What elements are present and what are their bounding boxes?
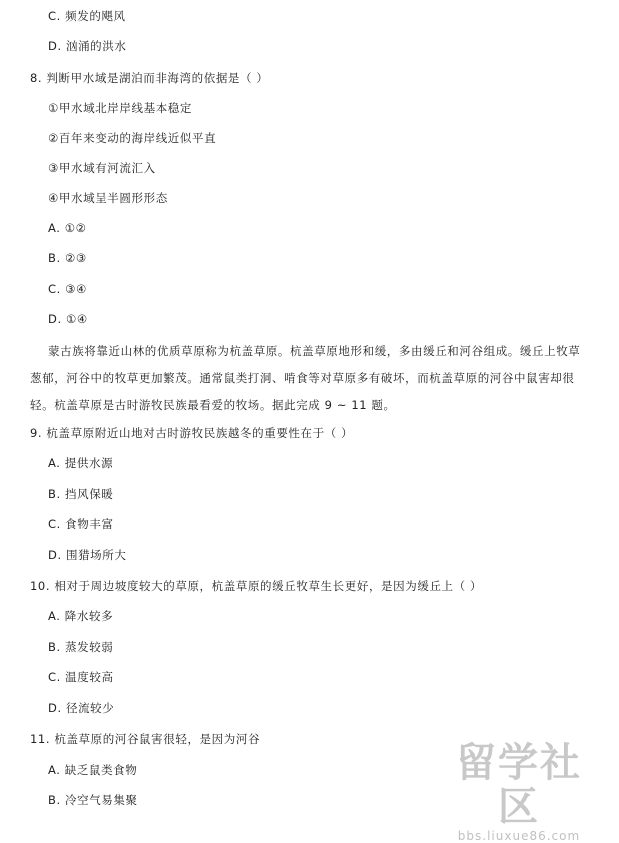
option-a-q8: A. ①② <box>48 221 87 235</box>
option-b-q11: B. 冷空气易集聚 <box>48 793 138 807</box>
reading-passage: 蒙古族将靠近山林的优质草原称为杭盖草原。杭盖草原地形和缓，多由缓丘和河谷组成。缓丘上牧草葱郁，河谷中的牧草更加繁茂。通常鼠类打洞、啃食等对草原多有破坏，而杭盖草原的河谷中鼠害却很轻。杭盖草原是古时游牧民族最看爱的牧场。据此完成 9 ~ 11 题。 <box>30 344 581 412</box>
option-b-q8: B. ②③ <box>48 251 87 265</box>
question-9: 9. 杭盖草原附近山地对古时游牧民族越冬的重要性在于（ ） <box>30 426 354 440</box>
statement-2: ②百年来变动的海岸线近似平直 <box>48 131 217 145</box>
question-10: 10. 相对于周边坡度较大的草原，杭盖草原的缓丘牧草生长更好，是因为缓丘上（ ） <box>30 579 483 593</box>
option-c-q8: C. ③④ <box>48 282 87 296</box>
option-c-q10: C. 温度较高 <box>48 670 114 684</box>
option-d-q7: D. 汹涌的洪水 <box>48 39 127 53</box>
option-d-q9: D. 围猎场所大 <box>48 548 127 562</box>
watermark-url: bbs.liuxue86.com <box>457 829 581 843</box>
statement-3: ③甲水域有河流汇入 <box>48 161 156 175</box>
question-11: 11. 杭盖草原的河谷鼠害很轻，是因为河谷 <box>30 732 261 746</box>
option-a-q10: A. 降水较多 <box>48 609 114 623</box>
option-c-q9: C. 食物丰富 <box>48 517 114 531</box>
option-d-q8: D. ①④ <box>48 312 88 326</box>
statement-1: ①甲水域北岸岸线基本稳定 <box>48 101 193 115</box>
option-b-q9: B. 挡风保暖 <box>48 487 114 501</box>
option-d-q10: D. 径流较少 <box>48 701 115 715</box>
option-a-q9: A. 提供水源 <box>48 456 114 470</box>
statement-4: ④甲水域呈半圆形形态 <box>48 191 168 205</box>
watermark-logo-text: 留学社区 <box>456 740 582 830</box>
site-watermark <box>439 740 599 843</box>
option-c-q7: C. 频发的飓风 <box>48 9 126 23</box>
question-8: 8. 判断甲水域是湖泊而非海湾的依据是（ ） <box>30 71 269 85</box>
option-b-q10: B. 蒸发较弱 <box>48 640 114 654</box>
option-a-q11: A. 缺乏鼠类食物 <box>48 763 138 777</box>
